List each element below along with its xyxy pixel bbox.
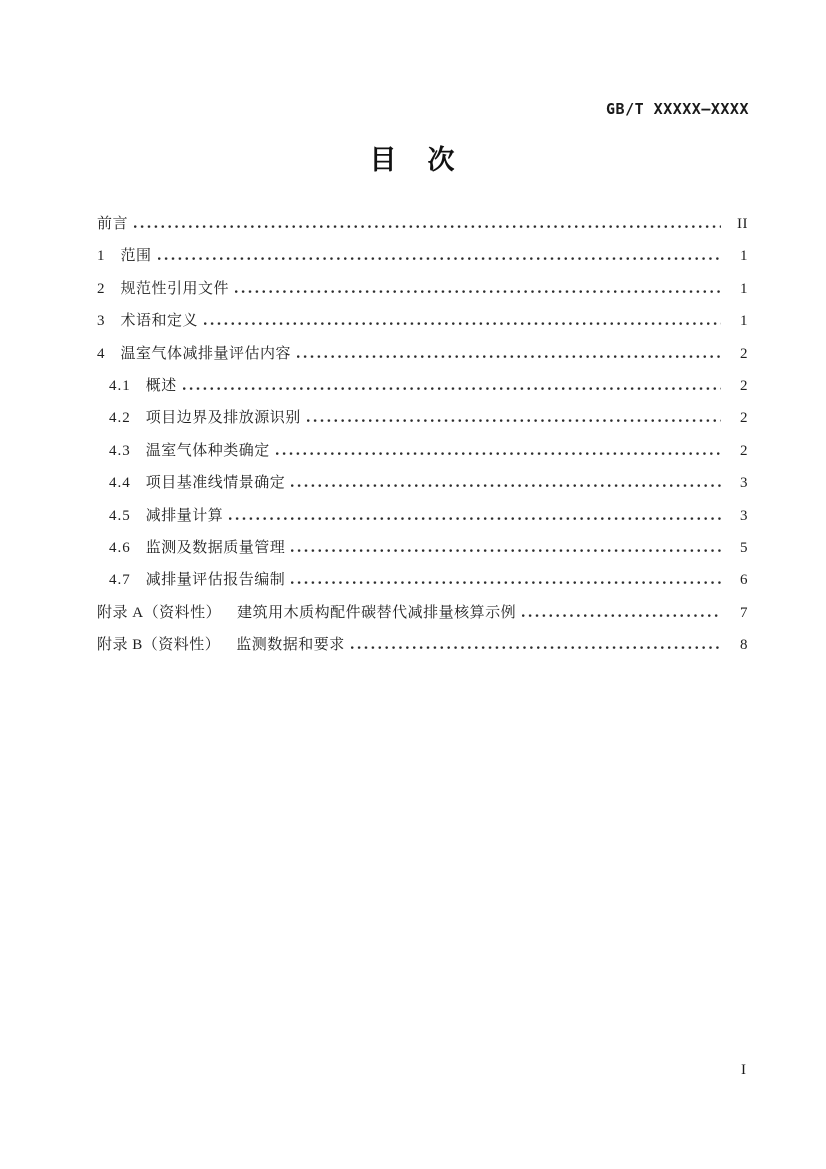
toc-entry-appendix-a xyxy=(97,603,748,635)
toc-entry-title: 减排量评估报告编制 xyxy=(145,572,286,589)
table-of-contents xyxy=(97,214,748,667)
toc-page-number: 1 xyxy=(740,248,748,265)
toc-entry-title: 监测数据和要求 xyxy=(236,637,345,654)
toc-entry-title: 项目基准线情景确定 xyxy=(145,475,286,492)
toc-entry-title: 温室气体种类确定 xyxy=(145,442,270,459)
toc-entry-title: 概述 xyxy=(145,377,177,394)
toc-entry-title: 项目边界及排放源识别 xyxy=(145,410,301,427)
toc-page-number: 2 xyxy=(740,345,748,362)
toc-entry-number: 4.4 xyxy=(109,475,131,492)
dot-leader xyxy=(291,580,721,584)
toc-entry-number: 3 xyxy=(97,313,106,330)
toc-page-number: 3 xyxy=(740,507,748,524)
toc-entry-number: 2 xyxy=(97,280,106,297)
toc-entry-number: 1 xyxy=(97,248,106,265)
toc-title: 目 次 xyxy=(369,145,457,176)
toc-page-number: 2 xyxy=(740,410,748,427)
toc-page-number: 1 xyxy=(740,313,748,330)
toc-entry-4-2 xyxy=(97,408,748,440)
toc-entry-4-1 xyxy=(97,376,748,408)
toc-page-number: 7 xyxy=(740,604,748,621)
toc-entry-4-6 xyxy=(97,538,748,570)
dot-leader xyxy=(297,354,721,358)
toc-page-number: 8 xyxy=(740,637,748,654)
dot-leader xyxy=(235,289,721,293)
dot-leader xyxy=(204,321,721,325)
dot-leader xyxy=(351,645,721,649)
toc-entry-title: 范围 xyxy=(120,248,152,265)
toc-entry-title: 建筑用木质构配件碳替代减排量核算示例 xyxy=(237,604,517,621)
toc-page-number: 6 xyxy=(740,572,748,589)
toc-entry-foreword xyxy=(97,214,748,246)
dot-leader xyxy=(291,548,721,552)
toc-entry-title: 前言 xyxy=(97,216,129,232)
dot-leader xyxy=(522,613,721,617)
toc-entry-number: 4.2 xyxy=(109,410,131,427)
toc-page-number: 5 xyxy=(740,539,748,556)
toc-entry-title: 减排量计算 xyxy=(145,507,224,524)
dot-leader xyxy=(307,418,721,422)
page-number-footer: I xyxy=(741,1062,746,1078)
toc-entry-2 xyxy=(97,279,748,311)
dot-leader xyxy=(158,256,721,260)
toc-entry-3 xyxy=(97,311,748,343)
dot-leader xyxy=(229,516,721,520)
toc-page-number: 1 xyxy=(740,280,748,297)
toc-entry-number: 4.7 xyxy=(109,572,131,589)
dot-leader xyxy=(291,483,721,487)
toc-entry-number: 4.6 xyxy=(109,539,131,556)
toc-entry-title: 温室气体减排量评估内容 xyxy=(120,345,292,362)
toc-entry-title: 规范性引用文件 xyxy=(120,280,230,297)
standard-number: GB/T XXXXX—XXXX xyxy=(606,100,749,118)
toc-entry-title: 监测及数据质量管理 xyxy=(145,539,286,556)
toc-entry-number: 4.1 xyxy=(109,377,131,394)
toc-entry-title: 术语和定义 xyxy=(120,313,199,330)
dot-leader xyxy=(134,224,721,228)
toc-entry-4-3 xyxy=(97,441,748,473)
toc-entry-number: 4 xyxy=(97,345,106,362)
toc-entry-number: 4.5 xyxy=(109,507,131,524)
dot-leader xyxy=(183,386,721,390)
toc-entry-1 xyxy=(97,246,748,278)
toc-entry-4 xyxy=(97,344,748,376)
toc-entry-number: 4.3 xyxy=(109,442,131,459)
toc-entry-4-7 xyxy=(97,570,748,602)
toc-page-number: II xyxy=(737,216,748,232)
toc-page-number: 3 xyxy=(740,475,748,492)
toc-page-number: 2 xyxy=(740,442,748,459)
toc-entry-number: 附录 A（资料性） xyxy=(97,604,222,621)
toc-entry-4-5 xyxy=(97,506,748,538)
toc-entry-number: 附录 B（资料性） xyxy=(97,637,221,654)
dot-leader xyxy=(276,451,721,455)
toc-entry-4-4 xyxy=(97,473,748,505)
toc-page-number: 2 xyxy=(740,377,748,394)
toc-entry-appendix-b xyxy=(97,635,748,667)
